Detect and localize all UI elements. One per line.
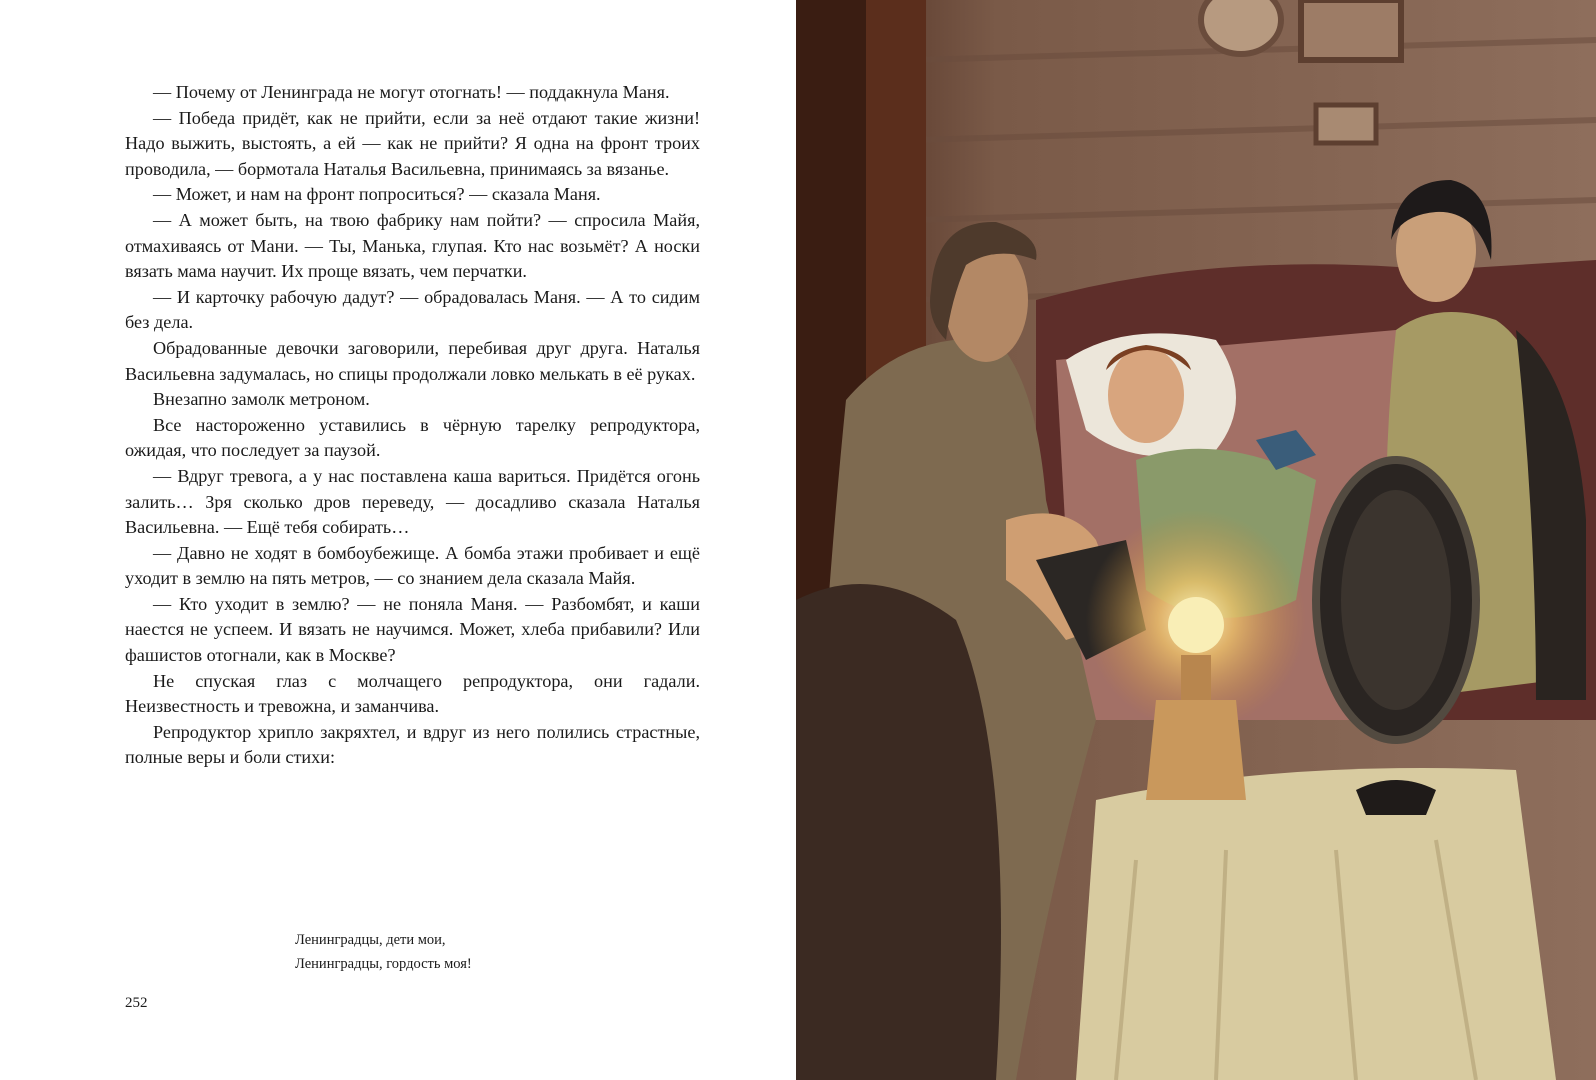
paragraph: — Победа придёт, как не прийти, если за неё отдают такие жизни! Надо выжить, выстоять, а ей — как не прийти? Я одна на фронт троих проводила, — бормотала Наталья Васильевна, принимаясь за вязанье. bbox=[125, 107, 700, 179]
lamp-bulb bbox=[1168, 597, 1224, 653]
lamp-neck bbox=[1181, 655, 1211, 700]
verse-quote bbox=[295, 928, 472, 976]
paragraph: — Давно не ходят в бомбоубежище. А бомба этажи пробивает и ещё уходит в землю на пять метров, — со знанием дела сказала Майя. bbox=[125, 542, 700, 589]
page-number: 252 bbox=[125, 995, 148, 1011]
paragraph: — Вдруг тревога, а у нас поставлена каша вариться. Придётся огонь залить… Зря сколько дров переведу, — досадливо сказала Наталья Васильевна. — Ещё тебя собирать… bbox=[125, 465, 700, 538]
loudspeaker-stand bbox=[1356, 780, 1436, 815]
wall-plate bbox=[1201, 0, 1281, 54]
lamp-base bbox=[1146, 700, 1246, 800]
verse-line: Ленинградцы, дети мои, bbox=[295, 932, 446, 948]
paragraph: — И карточку рабочую дадут? — обрадовалась Маня. — А то сидим без дела. bbox=[125, 286, 700, 333]
verse-line: Ленинградцы, гордость моя! bbox=[295, 956, 472, 972]
paragraph: Обрадованные девочки заговорили, перебивая друг друга. Наталья Васильевна задумалась, но спицы продолжали ловко мелькать в её руках. bbox=[125, 337, 700, 384]
loudspeaker-cone bbox=[1341, 490, 1451, 710]
wall-frame bbox=[1301, 0, 1401, 60]
girl-face bbox=[1108, 347, 1184, 443]
paragraph: Внезапно замолк метроном. bbox=[153, 389, 370, 410]
paragraph: Все настороженно уставились в чёрную тарелку репродуктора, ожидая, что последует за паузой. bbox=[125, 414, 700, 461]
small-frame bbox=[1316, 105, 1376, 143]
body-text bbox=[125, 80, 700, 771]
paragraph: Не спуская глаз с молчащего репродуктора, они гадали. Неизвестность и тревожна, и заманчива. bbox=[125, 670, 700, 717]
paragraph: — А может быть, на твою фабрику нам пойти? — спросила Майя, отмахиваясь от Мани. — Ты, Манька, глупая. Кто нас возьмёт? А носки вязать мама научит. Их проще вязать, чем перчатки. bbox=[125, 209, 700, 282]
paragraph: Репродуктор хрипло закряхтел, и вдруг из него полились страстные, полные веры и боли стихи: bbox=[125, 721, 700, 768]
paragraph: — Может, и нам на фронт попроситься? — сказала Маня. bbox=[153, 184, 601, 205]
paragraph: — Почему от Ленинграда не могут отогнать! — поддакнула Маня. bbox=[153, 82, 670, 102]
left-page bbox=[0, 0, 796, 1080]
paragraph: — Кто уходит в землю? — не поняла Маня. — Разбомбят, и каши наестся не успеем. И вязать не научимся. Может, хлеба прибавили? Или фашистов отогнали, как в Москве? bbox=[125, 593, 700, 666]
painting-svg bbox=[796, 0, 1596, 1080]
painting-illustration bbox=[796, 0, 1596, 1080]
tablecloth bbox=[1076, 768, 1556, 1080]
